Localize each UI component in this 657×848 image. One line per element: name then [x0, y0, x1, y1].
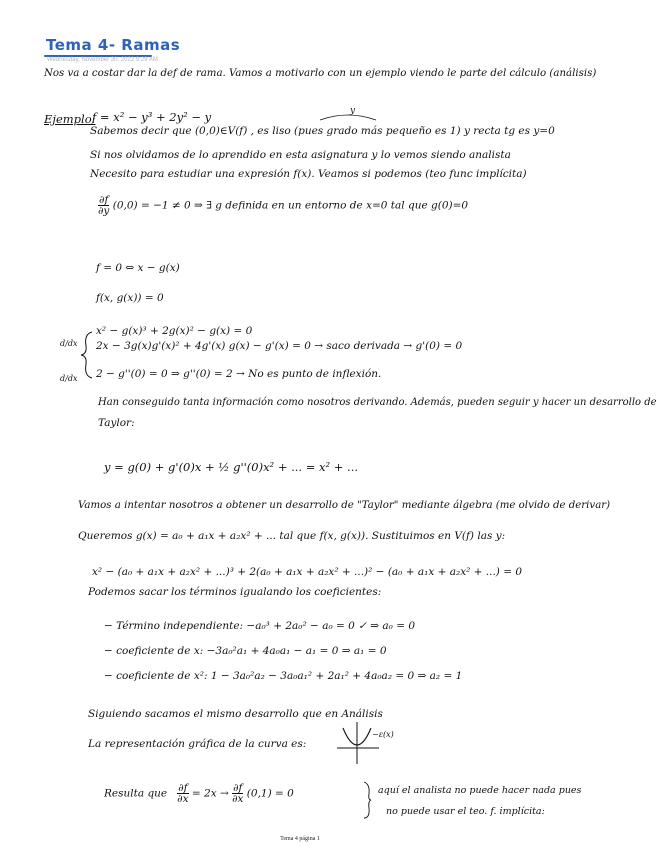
- derivative-statement: (0,0) = −1 ≠ 0 ⇒ ∃ g definida en un entorno de x=0 tal que g(0)=0: [112, 199, 469, 212]
- taylor-expansion: y = g(0) + g'(0)x + ½ g''(0)x² + ... = x² + ...: [104, 460, 359, 474]
- result-middle: = 2x →: [191, 787, 229, 800]
- equation-line: 2x − 3g(x)g'(x)² + 4g'(x) g(x) − g'(x) = 0 → saco derivada → g'(0) = 0: [96, 340, 463, 352]
- fraction-denominator: ∂x: [232, 793, 244, 805]
- fraction-numerator: ∂f: [99, 194, 109, 206]
- example-label: Ejemplo:: [44, 112, 96, 126]
- partial-derivative-line: [104, 783, 294, 804]
- partial-fraction: [98, 195, 109, 216]
- note-line: Vamos a intentar nosotros a obtener un desarrollo de "Taylor" mediante álgebra (me olvido de derivar): [78, 500, 611, 511]
- note-line: Nos va a costar dar la def de rama. Vamos a motivarlo con un ejemplo viendo le parte del cálculo (análisis): [44, 68, 597, 79]
- note-line: Necesito para estudiar una expresión f(x). Veamos si podemos (teo func implícita): [90, 168, 527, 180]
- coefficient-line: − Término independiente: −a₀³ + 2a₀² − a₀ = 0 ✓ ⇒ a₀ = 0: [104, 620, 416, 632]
- system-brace: [80, 330, 94, 380]
- coefficient-line: − coeficiente de x²: 1 − 3a₀²a₂ − 3a₀a₁² + 2a₁² + 4a₀a₂ = 0 ⇒ a₂ = 1: [104, 670, 463, 682]
- note-line: Si nos olvidamos de lo aprendido en esta asignatura y lo vemos siendo analista: [90, 149, 511, 161]
- page-title: Tema 4- Ramas: [46, 36, 181, 54]
- coefficient-line: − coeficiente de x: −3a₀²a₁ + 4a₀a₁ − a₁ = 0 ⇒ a₁ = 0: [104, 645, 387, 657]
- note-line: f = 0 ⇔ x − g(x): [96, 262, 180, 274]
- margin-note: y: [350, 106, 356, 116]
- example-expression: f = x² − y³ + 2y² − y: [92, 110, 212, 124]
- curve-sketch: [335, 718, 385, 768]
- derivative-operator: d/dx: [60, 374, 78, 383]
- result-suffix: (0,1) = 0: [246, 787, 294, 800]
- equation-line: x² − g(x)³ + 2g(x)² − g(x) = 0: [96, 325, 253, 337]
- curve-label: −ε(x): [372, 730, 394, 739]
- result-prefix: Resulta que: [104, 787, 168, 800]
- note-line: Han conseguido tanta información como nosotros derivando. Además, pueden seguir y hacer un desarrollo de: [98, 397, 657, 408]
- page-date: Wednesday, November 30, 2022 9:29 AM: [47, 57, 158, 63]
- equation-line: 2 − g''(0) = 0 ⇒ g''(0) = 2 → No es punto de inflexión.: [96, 368, 382, 380]
- partial-derivative-line: [98, 195, 468, 216]
- partial-fraction: [232, 783, 243, 804]
- note-line: aquí el analista no puede hacer nada pues: [378, 785, 582, 796]
- note-line: Siguiendo sacamos el mismo desarrollo que en Análisis: [88, 708, 383, 720]
- derivative-operator: d/dx: [60, 339, 78, 348]
- note-line: Podemos sacar los términos igualando los coeficientes:: [88, 586, 382, 598]
- fraction-denominator: ∂y: [98, 205, 110, 217]
- brace-sketch: [318, 112, 378, 122]
- equation-line: x² − (a₀ + a₁x + a₂x² + ...)³ + 2(a₀ + a₁x + a₂x² + ...)² − (a₀ + a₁x + a₂x² + ...) = 0: [92, 566, 523, 578]
- fraction-numerator: ∂f: [233, 782, 243, 794]
- note-line: Taylor:: [98, 417, 135, 429]
- fraction-numerator: ∂f: [178, 782, 188, 794]
- side-brace: [362, 780, 372, 820]
- note-line: La representación gráfica de la curva es:: [88, 738, 307, 750]
- partial-fraction: [177, 783, 188, 804]
- fraction-denominator: ∂x: [177, 793, 189, 805]
- note-line: Queremos g(x) = a₀ + a₁x + a₂x² + ... tal que f(x, g(x)). Sustituimos en V(f) las y:: [78, 530, 506, 542]
- note-line: f(x, g(x)) = 0: [96, 292, 164, 304]
- page-footer: Tema 4 página 1: [280, 836, 320, 842]
- note-line: Sabemos decir que (0,0)∈V(f) , es liso (pues grado más pequeño es 1) y recta tg es y=0: [90, 125, 555, 137]
- note-line: no puede usar el teo. f. implícita:: [386, 806, 545, 817]
